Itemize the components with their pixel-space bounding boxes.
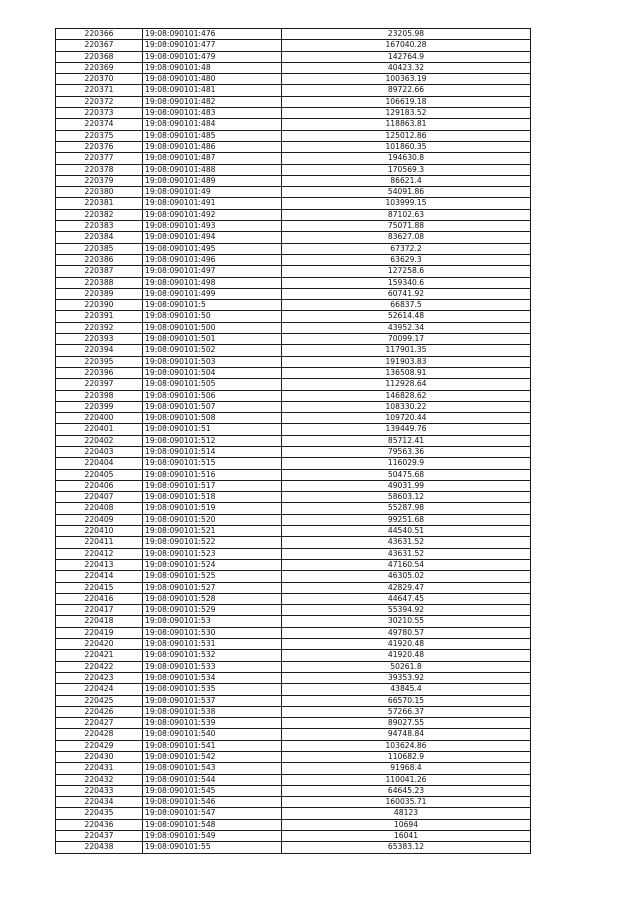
table-row bbox=[56, 334, 531, 345]
cadastral-number-cell: 19:08:090101:494 bbox=[143, 232, 282, 243]
table-row bbox=[56, 243, 531, 254]
table-row bbox=[56, 819, 531, 830]
value-cell: 129183.52 bbox=[282, 108, 531, 119]
value-cell: 79563.36 bbox=[282, 446, 531, 457]
table-row bbox=[56, 209, 531, 220]
cadastral-number-cell: 19:08:090101:508 bbox=[143, 413, 282, 424]
row-id-cell: 220430 bbox=[56, 752, 143, 763]
cadastral-number-cell: 19:08:090101:53 bbox=[143, 616, 282, 627]
table-row bbox=[56, 390, 531, 401]
value-cell: 136508.91 bbox=[282, 367, 531, 378]
cadastral-number-cell: 19:08:090101:481 bbox=[143, 85, 282, 96]
value-cell: 43631.52 bbox=[282, 548, 531, 559]
row-id-cell: 220391 bbox=[56, 311, 143, 322]
table-row bbox=[56, 356, 531, 367]
cadastral-number-cell: 19:08:090101:484 bbox=[143, 119, 282, 130]
row-id-cell: 220385 bbox=[56, 243, 143, 254]
value-cell: 55287.98 bbox=[282, 503, 531, 514]
row-id-cell: 220383 bbox=[56, 221, 143, 232]
cadastral-number-cell: 19:08:090101:524 bbox=[143, 559, 282, 570]
table-row bbox=[56, 480, 531, 491]
cadastral-number-cell: 19:08:090101:480 bbox=[143, 74, 282, 85]
table-row bbox=[56, 831, 531, 842]
cadastral-number-cell: 19:08:090101:497 bbox=[143, 266, 282, 277]
table-row bbox=[56, 85, 531, 96]
cadastral-number-cell: 19:08:090101:535 bbox=[143, 684, 282, 695]
table-row bbox=[56, 198, 531, 209]
table-row bbox=[56, 96, 531, 107]
row-id-cell: 220370 bbox=[56, 74, 143, 85]
row-id-cell: 220434 bbox=[56, 797, 143, 808]
cadastral-number-cell: 19:08:090101:501 bbox=[143, 334, 282, 345]
value-cell: 110041.26 bbox=[282, 774, 531, 785]
cadastral-number-cell: 19:08:090101:487 bbox=[143, 153, 282, 164]
row-id-cell: 220436 bbox=[56, 819, 143, 830]
row-id-cell: 220413 bbox=[56, 559, 143, 570]
row-id-cell: 220386 bbox=[56, 254, 143, 265]
value-cell: 108330.22 bbox=[282, 401, 531, 412]
value-cell: 43845.4 bbox=[282, 684, 531, 695]
cadastral-number-cell: 19:08:090101:543 bbox=[143, 763, 282, 774]
row-id-cell: 220401 bbox=[56, 424, 143, 435]
cadastral-number-cell: 19:08:090101:493 bbox=[143, 221, 282, 232]
row-id-cell: 220419 bbox=[56, 627, 143, 638]
row-id-cell: 220435 bbox=[56, 808, 143, 819]
cadastral-number-cell: 19:08:090101:479 bbox=[143, 51, 282, 62]
table-row bbox=[56, 616, 531, 627]
value-cell: 49780.57 bbox=[282, 627, 531, 638]
cadastral-number-cell: 19:08:090101:521 bbox=[143, 526, 282, 537]
row-id-cell: 220373 bbox=[56, 108, 143, 119]
row-id-cell: 220369 bbox=[56, 62, 143, 73]
table-row bbox=[56, 537, 531, 548]
row-id-cell: 220438 bbox=[56, 842, 143, 853]
value-cell: 67372.2 bbox=[282, 243, 531, 254]
value-cell: 50475.68 bbox=[282, 469, 531, 480]
row-id-cell: 220384 bbox=[56, 232, 143, 243]
row-id-cell: 220421 bbox=[56, 650, 143, 661]
row-id-cell: 220399 bbox=[56, 401, 143, 412]
row-id-cell: 220423 bbox=[56, 672, 143, 683]
cadastral-number-cell: 19:08:090101:545 bbox=[143, 785, 282, 796]
row-id-cell: 220398 bbox=[56, 390, 143, 401]
cadastral-number-cell: 19:08:090101:496 bbox=[143, 254, 282, 265]
value-cell: 66837.5 bbox=[282, 300, 531, 311]
value-cell: 103624.86 bbox=[282, 740, 531, 751]
table-row bbox=[56, 548, 531, 559]
row-id-cell: 220422 bbox=[56, 661, 143, 672]
cadastral-number-cell: 19:08:090101:55 bbox=[143, 842, 282, 853]
cadastral-number-cell: 19:08:090101:505 bbox=[143, 379, 282, 390]
value-cell: 57266.37 bbox=[282, 706, 531, 717]
row-id-cell: 220379 bbox=[56, 175, 143, 186]
value-cell: 142764.9 bbox=[282, 51, 531, 62]
value-cell: 70099.17 bbox=[282, 334, 531, 345]
value-cell: 66570.15 bbox=[282, 695, 531, 706]
cadastral-number-cell: 19:08:090101:520 bbox=[143, 514, 282, 525]
cadastral-number-cell: 19:08:090101:547 bbox=[143, 808, 282, 819]
cadastral-number-cell: 19:08:090101:546 bbox=[143, 797, 282, 808]
table-row bbox=[56, 401, 531, 412]
cadastral-number-cell: 19:08:090101:516 bbox=[143, 469, 282, 480]
table-row bbox=[56, 108, 531, 119]
row-id-cell: 220377 bbox=[56, 153, 143, 164]
row-id-cell: 220426 bbox=[56, 706, 143, 717]
table-row bbox=[56, 187, 531, 198]
row-id-cell: 220393 bbox=[56, 334, 143, 345]
cadastral-number-cell: 19:08:090101:522 bbox=[143, 537, 282, 548]
value-cell: 139449.76 bbox=[282, 424, 531, 435]
table-row bbox=[56, 164, 531, 175]
table-row bbox=[56, 785, 531, 796]
cadastral-number-cell: 19:08:090101:498 bbox=[143, 277, 282, 288]
row-id-cell: 220388 bbox=[56, 277, 143, 288]
row-id-cell: 220395 bbox=[56, 356, 143, 367]
row-id-cell: 220409 bbox=[56, 514, 143, 525]
value-cell: 55394.92 bbox=[282, 605, 531, 616]
table-row bbox=[56, 672, 531, 683]
value-cell: 159340.6 bbox=[282, 277, 531, 288]
value-cell: 86621.4 bbox=[282, 175, 531, 186]
table-row bbox=[56, 740, 531, 751]
value-cell: 117901.35 bbox=[282, 345, 531, 356]
cadastral-number-cell: 19:08:090101:49 bbox=[143, 187, 282, 198]
table-row bbox=[56, 446, 531, 457]
row-id-cell: 220394 bbox=[56, 345, 143, 356]
cadastral-number-cell: 19:08:090101:495 bbox=[143, 243, 282, 254]
value-cell: 118863.81 bbox=[282, 119, 531, 130]
row-id-cell: 220380 bbox=[56, 187, 143, 198]
value-cell: 16041 bbox=[282, 831, 531, 842]
cadastral-number-cell: 19:08:090101:549 bbox=[143, 831, 282, 842]
table-row bbox=[56, 661, 531, 672]
table-row bbox=[56, 51, 531, 62]
cadastral-number-cell: 19:08:090101:500 bbox=[143, 322, 282, 333]
table-row bbox=[56, 526, 531, 537]
value-cell: 116029.9 bbox=[282, 458, 531, 469]
table-row bbox=[56, 435, 531, 446]
row-id-cell: 220392 bbox=[56, 322, 143, 333]
value-cell: 63629.3 bbox=[282, 254, 531, 265]
cadastral-number-cell: 19:08:090101:499 bbox=[143, 288, 282, 299]
value-cell: 40423.32 bbox=[282, 62, 531, 73]
cadastral-number-cell: 19:08:090101:504 bbox=[143, 367, 282, 378]
cadastral-number-cell: 19:08:090101:482 bbox=[143, 96, 282, 107]
value-cell: 110682.9 bbox=[282, 752, 531, 763]
row-id-cell: 220389 bbox=[56, 288, 143, 299]
cadastral-number-cell: 19:08:090101:530 bbox=[143, 627, 282, 638]
value-cell: 43952.34 bbox=[282, 322, 531, 333]
value-cell: 47160.54 bbox=[282, 559, 531, 570]
table-row bbox=[56, 571, 531, 582]
cadastral-number-cell: 19:08:090101:525 bbox=[143, 571, 282, 582]
row-id-cell: 220367 bbox=[56, 40, 143, 51]
table-row bbox=[56, 752, 531, 763]
table-row bbox=[56, 503, 531, 514]
table-row bbox=[56, 254, 531, 265]
table-row bbox=[56, 729, 531, 740]
row-id-cell: 220407 bbox=[56, 492, 143, 503]
value-cell: 94748.84 bbox=[282, 729, 531, 740]
table-row bbox=[56, 842, 531, 853]
data-table bbox=[55, 28, 531, 854]
cadastral-number-cell: 19:08:090101:488 bbox=[143, 164, 282, 175]
cadastral-number-cell: 19:08:090101:483 bbox=[143, 108, 282, 119]
cadastral-number-cell: 19:08:090101:541 bbox=[143, 740, 282, 751]
cadastral-number-cell: 19:08:090101:533 bbox=[143, 661, 282, 672]
cadastral-number-cell: 19:08:090101:502 bbox=[143, 345, 282, 356]
cadastral-number-cell: 19:08:090101:476 bbox=[143, 29, 282, 40]
value-cell: 146828.62 bbox=[282, 390, 531, 401]
value-cell: 42829.47 bbox=[282, 582, 531, 593]
value-cell: 49031.99 bbox=[282, 480, 531, 491]
row-id-cell: 220415 bbox=[56, 582, 143, 593]
table-row bbox=[56, 706, 531, 717]
row-id-cell: 220374 bbox=[56, 119, 143, 130]
value-cell: 101860.35 bbox=[282, 141, 531, 152]
table-row bbox=[56, 288, 531, 299]
table-row bbox=[56, 684, 531, 695]
row-id-cell: 220381 bbox=[56, 198, 143, 209]
cadastral-number-cell: 19:08:090101:544 bbox=[143, 774, 282, 785]
row-id-cell: 220427 bbox=[56, 718, 143, 729]
cadastral-number-cell: 19:08:090101:532 bbox=[143, 650, 282, 661]
table-row bbox=[56, 458, 531, 469]
cadastral-number-cell: 19:08:090101:540 bbox=[143, 729, 282, 740]
row-id-cell: 220400 bbox=[56, 413, 143, 424]
cadastral-number-cell: 19:08:090101:538 bbox=[143, 706, 282, 717]
table-row bbox=[56, 763, 531, 774]
row-id-cell: 220404 bbox=[56, 458, 143, 469]
table-row bbox=[56, 695, 531, 706]
value-cell: 41920.48 bbox=[282, 650, 531, 661]
row-id-cell: 220376 bbox=[56, 141, 143, 152]
table-row bbox=[56, 582, 531, 593]
cadastral-number-cell: 19:08:090101:528 bbox=[143, 593, 282, 604]
table-row bbox=[56, 40, 531, 51]
table-row bbox=[56, 605, 531, 616]
row-id-cell: 220416 bbox=[56, 593, 143, 604]
cadastral-number-cell: 19:08:090101:485 bbox=[143, 130, 282, 141]
table-row bbox=[56, 277, 531, 288]
cadastral-number-cell: 19:08:090101:506 bbox=[143, 390, 282, 401]
cadastral-number-cell: 19:08:090101:519 bbox=[143, 503, 282, 514]
row-id-cell: 220431 bbox=[56, 763, 143, 774]
cadastral-number-cell: 19:08:090101:477 bbox=[143, 40, 282, 51]
table-row bbox=[56, 153, 531, 164]
table-row bbox=[56, 175, 531, 186]
table-row bbox=[56, 119, 531, 130]
value-cell: 167040.28 bbox=[282, 40, 531, 51]
table-row bbox=[56, 345, 531, 356]
table-row bbox=[56, 300, 531, 311]
value-cell: 39353.92 bbox=[282, 672, 531, 683]
table-row bbox=[56, 774, 531, 785]
table-row bbox=[56, 492, 531, 503]
row-id-cell: 220397 bbox=[56, 379, 143, 390]
cadastral-number-cell: 19:08:090101:50 bbox=[143, 311, 282, 322]
cadastral-number-cell: 19:08:090101:48 bbox=[143, 62, 282, 73]
cadastral-number-cell: 19:08:090101:523 bbox=[143, 548, 282, 559]
value-cell: 48123 bbox=[282, 808, 531, 819]
row-id-cell: 220411 bbox=[56, 537, 143, 548]
value-cell: 44647.45 bbox=[282, 593, 531, 604]
value-cell: 52614.48 bbox=[282, 311, 531, 322]
value-cell: 91968.4 bbox=[282, 763, 531, 774]
row-id-cell: 220429 bbox=[56, 740, 143, 751]
value-cell: 54091.86 bbox=[282, 187, 531, 198]
row-id-cell: 220406 bbox=[56, 480, 143, 491]
value-cell: 65383.12 bbox=[282, 842, 531, 853]
cadastral-number-cell: 19:08:090101:517 bbox=[143, 480, 282, 491]
table-body bbox=[56, 29, 531, 854]
row-id-cell: 220437 bbox=[56, 831, 143, 842]
row-id-cell: 220433 bbox=[56, 785, 143, 796]
row-id-cell: 220428 bbox=[56, 729, 143, 740]
table-row bbox=[56, 311, 531, 322]
row-id-cell: 220366 bbox=[56, 29, 143, 40]
value-cell: 75071.88 bbox=[282, 221, 531, 232]
value-cell: 87102.63 bbox=[282, 209, 531, 220]
cadastral-number-cell: 19:08:090101:515 bbox=[143, 458, 282, 469]
row-id-cell: 220405 bbox=[56, 469, 143, 480]
value-cell: 46305.02 bbox=[282, 571, 531, 582]
value-cell: 50261.8 bbox=[282, 661, 531, 672]
table-row bbox=[56, 797, 531, 808]
row-id-cell: 220417 bbox=[56, 605, 143, 616]
row-id-cell: 220408 bbox=[56, 503, 143, 514]
value-cell: 109720.44 bbox=[282, 413, 531, 424]
cadastral-number-cell: 19:08:090101:486 bbox=[143, 141, 282, 152]
value-cell: 100363.19 bbox=[282, 74, 531, 85]
value-cell: 10694 bbox=[282, 819, 531, 830]
cadastral-number-cell: 19:08:090101:514 bbox=[143, 446, 282, 457]
row-id-cell: 220420 bbox=[56, 639, 143, 650]
row-id-cell: 220396 bbox=[56, 367, 143, 378]
table-row bbox=[56, 469, 531, 480]
cadastral-number-cell: 19:08:090101:5 bbox=[143, 300, 282, 311]
table-row bbox=[56, 514, 531, 525]
row-id-cell: 220412 bbox=[56, 548, 143, 559]
cadastral-number-cell: 19:08:090101:548 bbox=[143, 819, 282, 830]
value-cell: 89027.55 bbox=[282, 718, 531, 729]
cadastral-number-cell: 19:08:090101:492 bbox=[143, 209, 282, 220]
row-id-cell: 220375 bbox=[56, 130, 143, 141]
value-cell: 60741.92 bbox=[282, 288, 531, 299]
value-cell: 43631.52 bbox=[282, 537, 531, 548]
cadastral-number-cell: 19:08:090101:503 bbox=[143, 356, 282, 367]
value-cell: 191903.83 bbox=[282, 356, 531, 367]
table-row bbox=[56, 221, 531, 232]
row-id-cell: 220371 bbox=[56, 85, 143, 96]
table-row bbox=[56, 379, 531, 390]
cadastral-number-cell: 19:08:090101:537 bbox=[143, 695, 282, 706]
table-row bbox=[56, 593, 531, 604]
table-row bbox=[56, 639, 531, 650]
value-cell: 106619.18 bbox=[282, 96, 531, 107]
table-row bbox=[56, 424, 531, 435]
row-id-cell: 220368 bbox=[56, 51, 143, 62]
value-cell: 41920.48 bbox=[282, 639, 531, 650]
table-row bbox=[56, 808, 531, 819]
row-id-cell: 220410 bbox=[56, 526, 143, 537]
row-id-cell: 220403 bbox=[56, 446, 143, 457]
value-cell: 194630.8 bbox=[282, 153, 531, 164]
cadastral-number-cell: 19:08:090101:534 bbox=[143, 672, 282, 683]
value-cell: 85712.41 bbox=[282, 435, 531, 446]
value-cell: 160035.71 bbox=[282, 797, 531, 808]
cadastral-number-cell: 19:08:090101:539 bbox=[143, 718, 282, 729]
table-row bbox=[56, 29, 531, 40]
cadastral-number-cell: 19:08:090101:542 bbox=[143, 752, 282, 763]
row-id-cell: 220390 bbox=[56, 300, 143, 311]
table-row bbox=[56, 62, 531, 73]
value-cell: 170569.3 bbox=[282, 164, 531, 175]
table-row bbox=[56, 74, 531, 85]
row-id-cell: 220432 bbox=[56, 774, 143, 785]
value-cell: 23205.98 bbox=[282, 29, 531, 40]
cadastral-number-cell: 19:08:090101:491 bbox=[143, 198, 282, 209]
value-cell: 58603.12 bbox=[282, 492, 531, 503]
table-row bbox=[56, 627, 531, 638]
row-id-cell: 220382 bbox=[56, 209, 143, 220]
cadastral-number-cell: 19:08:090101:518 bbox=[143, 492, 282, 503]
row-id-cell: 220387 bbox=[56, 266, 143, 277]
value-cell: 83627.08 bbox=[282, 232, 531, 243]
cadastral-number-cell: 19:08:090101:51 bbox=[143, 424, 282, 435]
table-row bbox=[56, 266, 531, 277]
value-cell: 112928.64 bbox=[282, 379, 531, 390]
value-cell: 103999.15 bbox=[282, 198, 531, 209]
value-cell: 30210.55 bbox=[282, 616, 531, 627]
row-id-cell: 220372 bbox=[56, 96, 143, 107]
value-cell: 99251.68 bbox=[282, 514, 531, 525]
cadastral-number-cell: 19:08:090101:512 bbox=[143, 435, 282, 446]
cadastral-number-cell: 19:08:090101:531 bbox=[143, 639, 282, 650]
table-row bbox=[56, 232, 531, 243]
value-cell: 125012.86 bbox=[282, 130, 531, 141]
value-cell: 89722.66 bbox=[282, 85, 531, 96]
row-id-cell: 220402 bbox=[56, 435, 143, 446]
table-row bbox=[56, 718, 531, 729]
cadastral-number-cell: 19:08:090101:529 bbox=[143, 605, 282, 616]
table-row bbox=[56, 650, 531, 661]
row-id-cell: 220424 bbox=[56, 684, 143, 695]
value-cell: 64645.23 bbox=[282, 785, 531, 796]
value-cell: 44540.51 bbox=[282, 526, 531, 537]
row-id-cell: 220378 bbox=[56, 164, 143, 175]
table-row bbox=[56, 367, 531, 378]
table-row bbox=[56, 322, 531, 333]
row-id-cell: 220414 bbox=[56, 571, 143, 582]
cadastral-number-cell: 19:08:090101:527 bbox=[143, 582, 282, 593]
cadastral-number-cell: 19:08:090101:489 bbox=[143, 175, 282, 186]
table-row bbox=[56, 141, 531, 152]
row-id-cell: 220418 bbox=[56, 616, 143, 627]
value-cell: 127258.6 bbox=[282, 266, 531, 277]
table-row bbox=[56, 130, 531, 141]
row-id-cell: 220425 bbox=[56, 695, 143, 706]
cadastral-number-cell: 19:08:090101:507 bbox=[143, 401, 282, 412]
table-row bbox=[56, 413, 531, 424]
table-row bbox=[56, 559, 531, 570]
